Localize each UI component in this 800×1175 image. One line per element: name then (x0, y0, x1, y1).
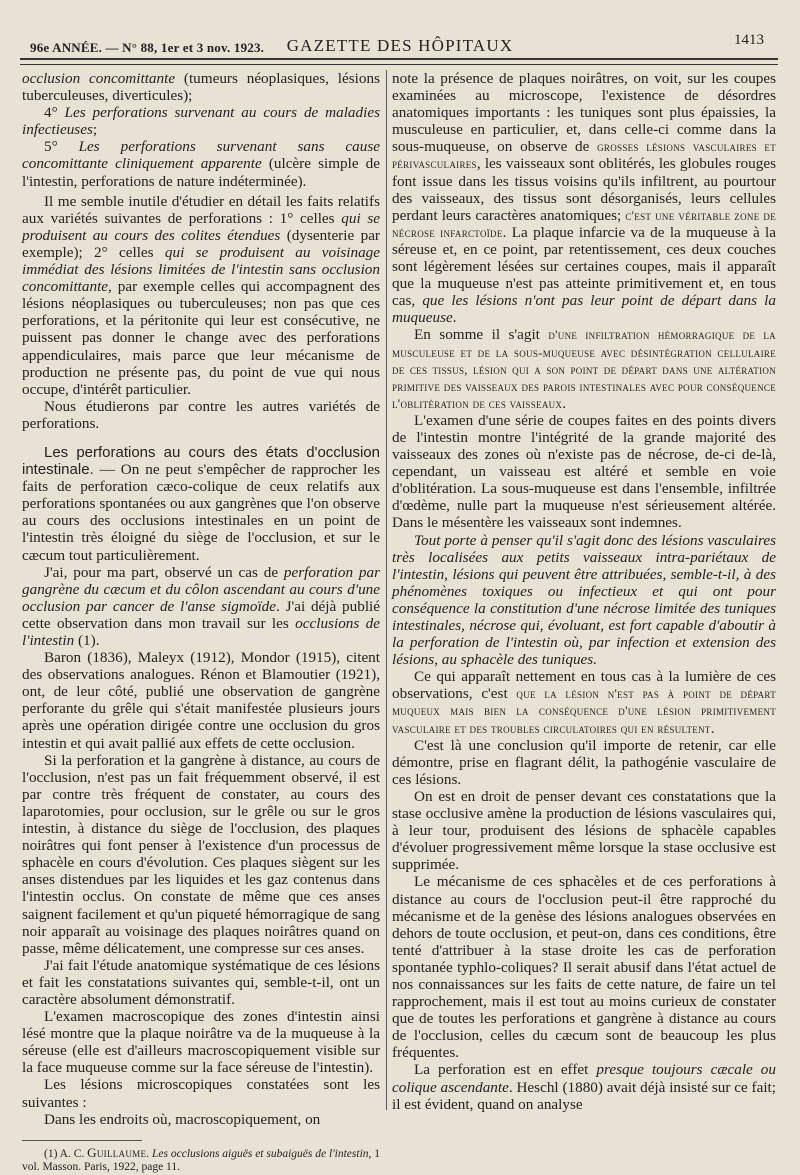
paragraph: 4° Les perforations survenant au cours de maladies infectieuses; (22, 104, 380, 139)
paragraph: note la présence de plaques noirâtres, on voit, sur les coupes examinées au microscope, l'existence de désordres anatomiques importants : les tuniques sont plus épaissies, la musculeuse en particulier, et, dans celle-ci comme dans la sous-muqueuse, on observe de grosses lésions vasculaires et périvasculaires, les vaisseaux sont oblitérés, les globules rouges font issue dans les tissus voisins qu'ils infiltrent, au pourtour des vaisseaux, des tissus sont désorganisés, leurs cellules perdant leurs caractères anatomiques; c'est une véritable zone de nécrose infarctoïde. La plaque infarcie va de la muqueuse à la séreuse et, en ce point, par retentissement, ces deux couches sont légèrement lésées sur certaines coupes, mais il apparaît que la muqueuse n'est pas atteinte primitivement et, en tous cas, que les lésions n'ont pas leur point de départ dans la muqueuse. (392, 70, 777, 327)
journal-title: GAZETTE DES HÔPITAUX (286, 36, 514, 55)
paragraph: 5° Les perforations survenant sans cause concomittante cliniquement apparente (ulcère simple de l'intestin, perforations de nature indéterminée). (22, 138, 381, 190)
paragraph: La perforation est en effet presque toujours cæcale ou colique ascendante. Heschl (1880) avait déjà insisté sur ce fait; il est évident, quand on analyse (392, 1061, 776, 1113)
header-rule-thin (20, 64, 778, 65)
paragraph: Nous étudierons par contre les autres variétés de perforations. (22, 397, 380, 432)
paragraph: Le mécanisme de ces sphacèles et de ces perforations à distance au cours de l'occlusion peut-il être rapproché du mécanisme et de la genèse des lésions analogues observées en dehors de toute occlusion, et peut-on, dans ces conditions, être tenté d'attribuer à la stase droite les cas de perforation spontanée typhlo-coliques? Il serait abusif dans l'état actuel de nos connaissances sur les faits de cette nature, de faire un tel rapprochement, mais il est tout au moins curieux de constater que de toutes les perforations et gangrène à distance au cours de l'occlusion, celles du cæcum sont de beaucoup les plus fréquentes. (392, 873, 776, 1062)
paragraph: Ce qui apparaît nettement en tous cas à la lumière de ces observations, c'est que la lésion n'est pas à point de départ muqueux mais bien la conséquence d'une lésion primitivement vasculaire et des troubles circulatoires qui en résultent. (392, 668, 776, 737)
footnote-rule (22, 1140, 142, 1141)
paragraph: Les lésions microscopiques constatées sont les suivantes : (22, 1076, 380, 1111)
left-column (22, 70, 380, 1175)
paragraph: Tout porte à penser qu'il s'agit donc des lésions vasculaires très localisées aux petits vaisseaux intra-pariétaux de l'intestin, lésions qui peuvent être attribuées, semble-t-il, à des phénomènes toxiques ou infectieux et qui ont pour conséquence la constitution d'une nécrose limitée des tuniques intestinales, nécrose qui, évoluant, est fort capable d'aboutir à la perforation de l'intestin où, par infection et extension des lésions, au sphacèle des tuniques. (392, 531, 776, 669)
paragraph: Si la perforation et la gangrène à distance, au cours de l'occlusion, n'est pas un fait fréquemment observé, il est par contre très fréquent de constater, au cours des laparotomies, pour occlusion, sur le grêle ou sur le gros intestin, à distance du siège de l'occlusion, des plaques noirâtres qui font penser à l'existence d'un processus de sphacèle en cours d'évolution. Ces plaques siègent sur les anses distendues par les liquides et les gaz contenus dans l'intestin occlus. On constate de même que ces anses saignent facilement et qu'un piqueté hémorragique de sang noir apparaît au voisinage des plaques noirâtres quand on passe, même délicatement, une compresse sur ces anses. (22, 751, 380, 957)
issue-info: 96e ANNÉE. — N° 88, 1er et 3 nov. 1923. (30, 40, 265, 55)
paragraph: L'examen d'une série de coupes faites en des points divers de l'intestin montre l'intégrité de la grande majorité des vaisseaux des zones où n'existe pas de nécrose, de-ci de-là, cependant, un vaisseau est altéré et semble en voie d'oblitération. La sous-muqueuse est dans l'ensemble, infiltrée d'œdème, nulle part la muqueuse n'est sérieusement altérée. Dans le mésentère les vaisseaux sont indemnes. (392, 411, 776, 532)
section-heading: Les perforations au cours des états d'occlusion intestinale. (22, 443, 380, 479)
paragraph: On est en droit de penser devant ces constatations que la stase occlusive amène la production de lésions vasculaires qui, à leur tour, produisent des lésions de sphacèle capables d'évoluer progressivement même lorsque la stase occlusive est supprimée. (392, 787, 776, 874)
paragraph: occlusion concomittante (tumeurs néoplasiques, lésions tuberculeuses, diverticules); (22, 70, 380, 105)
right-column (392, 70, 776, 1113)
paragraph: Baron (1836), Maleyx (1912), Mondor (1915), citent des observations analogues. Rénon et Blamoutier (1921), ont, de leur côté, publié une observation de gangrène perforante du grêle qui s'était manifestée plusieurs jours après une opération dirigée contre une occlusion du gros intestin et qui avait pallié aux effets de cette occlusion. (22, 649, 380, 752)
column-separator (386, 70, 387, 1110)
paragraph: J'ai fait l'étude anatomique systématique de ces lésions et fait les constatations suivantes qui, semble-t-il, ont un caractère absolument démonstratif. (22, 956, 380, 1008)
page-number: 1413 (734, 32, 764, 48)
paragraph: L'examen macroscopique des zones d'intestin ainsi lésé montre que la plaque noirâtre va de la muqueuse à la séreuse (elle est d'ailleurs macroscopiquement visible sur la face muqueuse comme sur la face séreuse de l'intestin). (22, 1008, 380, 1077)
header-rule-thick (20, 58, 778, 60)
paragraph: Il me semble inutile d'étudier en détail les faits relatifs aux variétés suivantes de perforations : 1° celles qui se produisent au cours des colites étendues (dysenterie par exemple); 2° celles qui se produisent au voisinage immédiat des lésions limitées de l'intestin sans occlusion concomittante, par exemple celles qui accompagnent des lésions néoplasiques ou tuberculeuses; non pas que ces perforations, et la péritonite qui leur est consécutive, ne puissent pas donner le change avec des perforations appendiculaires, mais parce que leur mécanisme de production ne présente pas, du point de vue qui nous occupe, d'intérêt particulier. (22, 192, 381, 398)
paragraph: J'ai, pour ma part, observé un cas de perforation par gangrène du cæcum et du côlon ascendant au cours d'une occlusion par cancer de l'anse sigmoïde. J'ai déjà publié cette observation dans mon travail sur les occlusions de l'intestin (1). (22, 563, 380, 649)
page-header (30, 30, 770, 60)
section-paragraph: Les perforations au cours des états d'occlusion intestinale. — On ne peut s'empêcher de rapprocher les faits de perforation cæco-colique de ceux relatifs aux perforations spontanées ou aux gangrènes que l'on observe au cours des occlusions intestinales en un point de l'intestin très éloigné du siège de l'occlusion, et sur le cæcum tout particulièrement. (22, 443, 380, 564)
paragraph: En somme il s'agit d'une infiltration hémorragique de la musculeuse et de la sous-muqueuse avec désintégration cellulaire de ces tissus, lésion qui a son point de départ dans une altération primitive des vaisseaux des parois intestinales avec pour conséquence l'oblitération de ces vaisseaux. (392, 326, 776, 412)
paragraph: C'est là une conclusion qu'il importe de retenir, car elle démontre, prise en flagrant délit, la pathogénie vasculaire de ces lésions. (392, 736, 776, 788)
footnote: (1) A. C. Guillaume. Les occlusions aiguës et subaiguës de l'intestin, 1 vol. Masson. Paris, 1922, page 11. (22, 1144, 381, 1174)
paragraph: Dans les endroits où, macroscopiquement, on (44, 1110, 321, 1128)
